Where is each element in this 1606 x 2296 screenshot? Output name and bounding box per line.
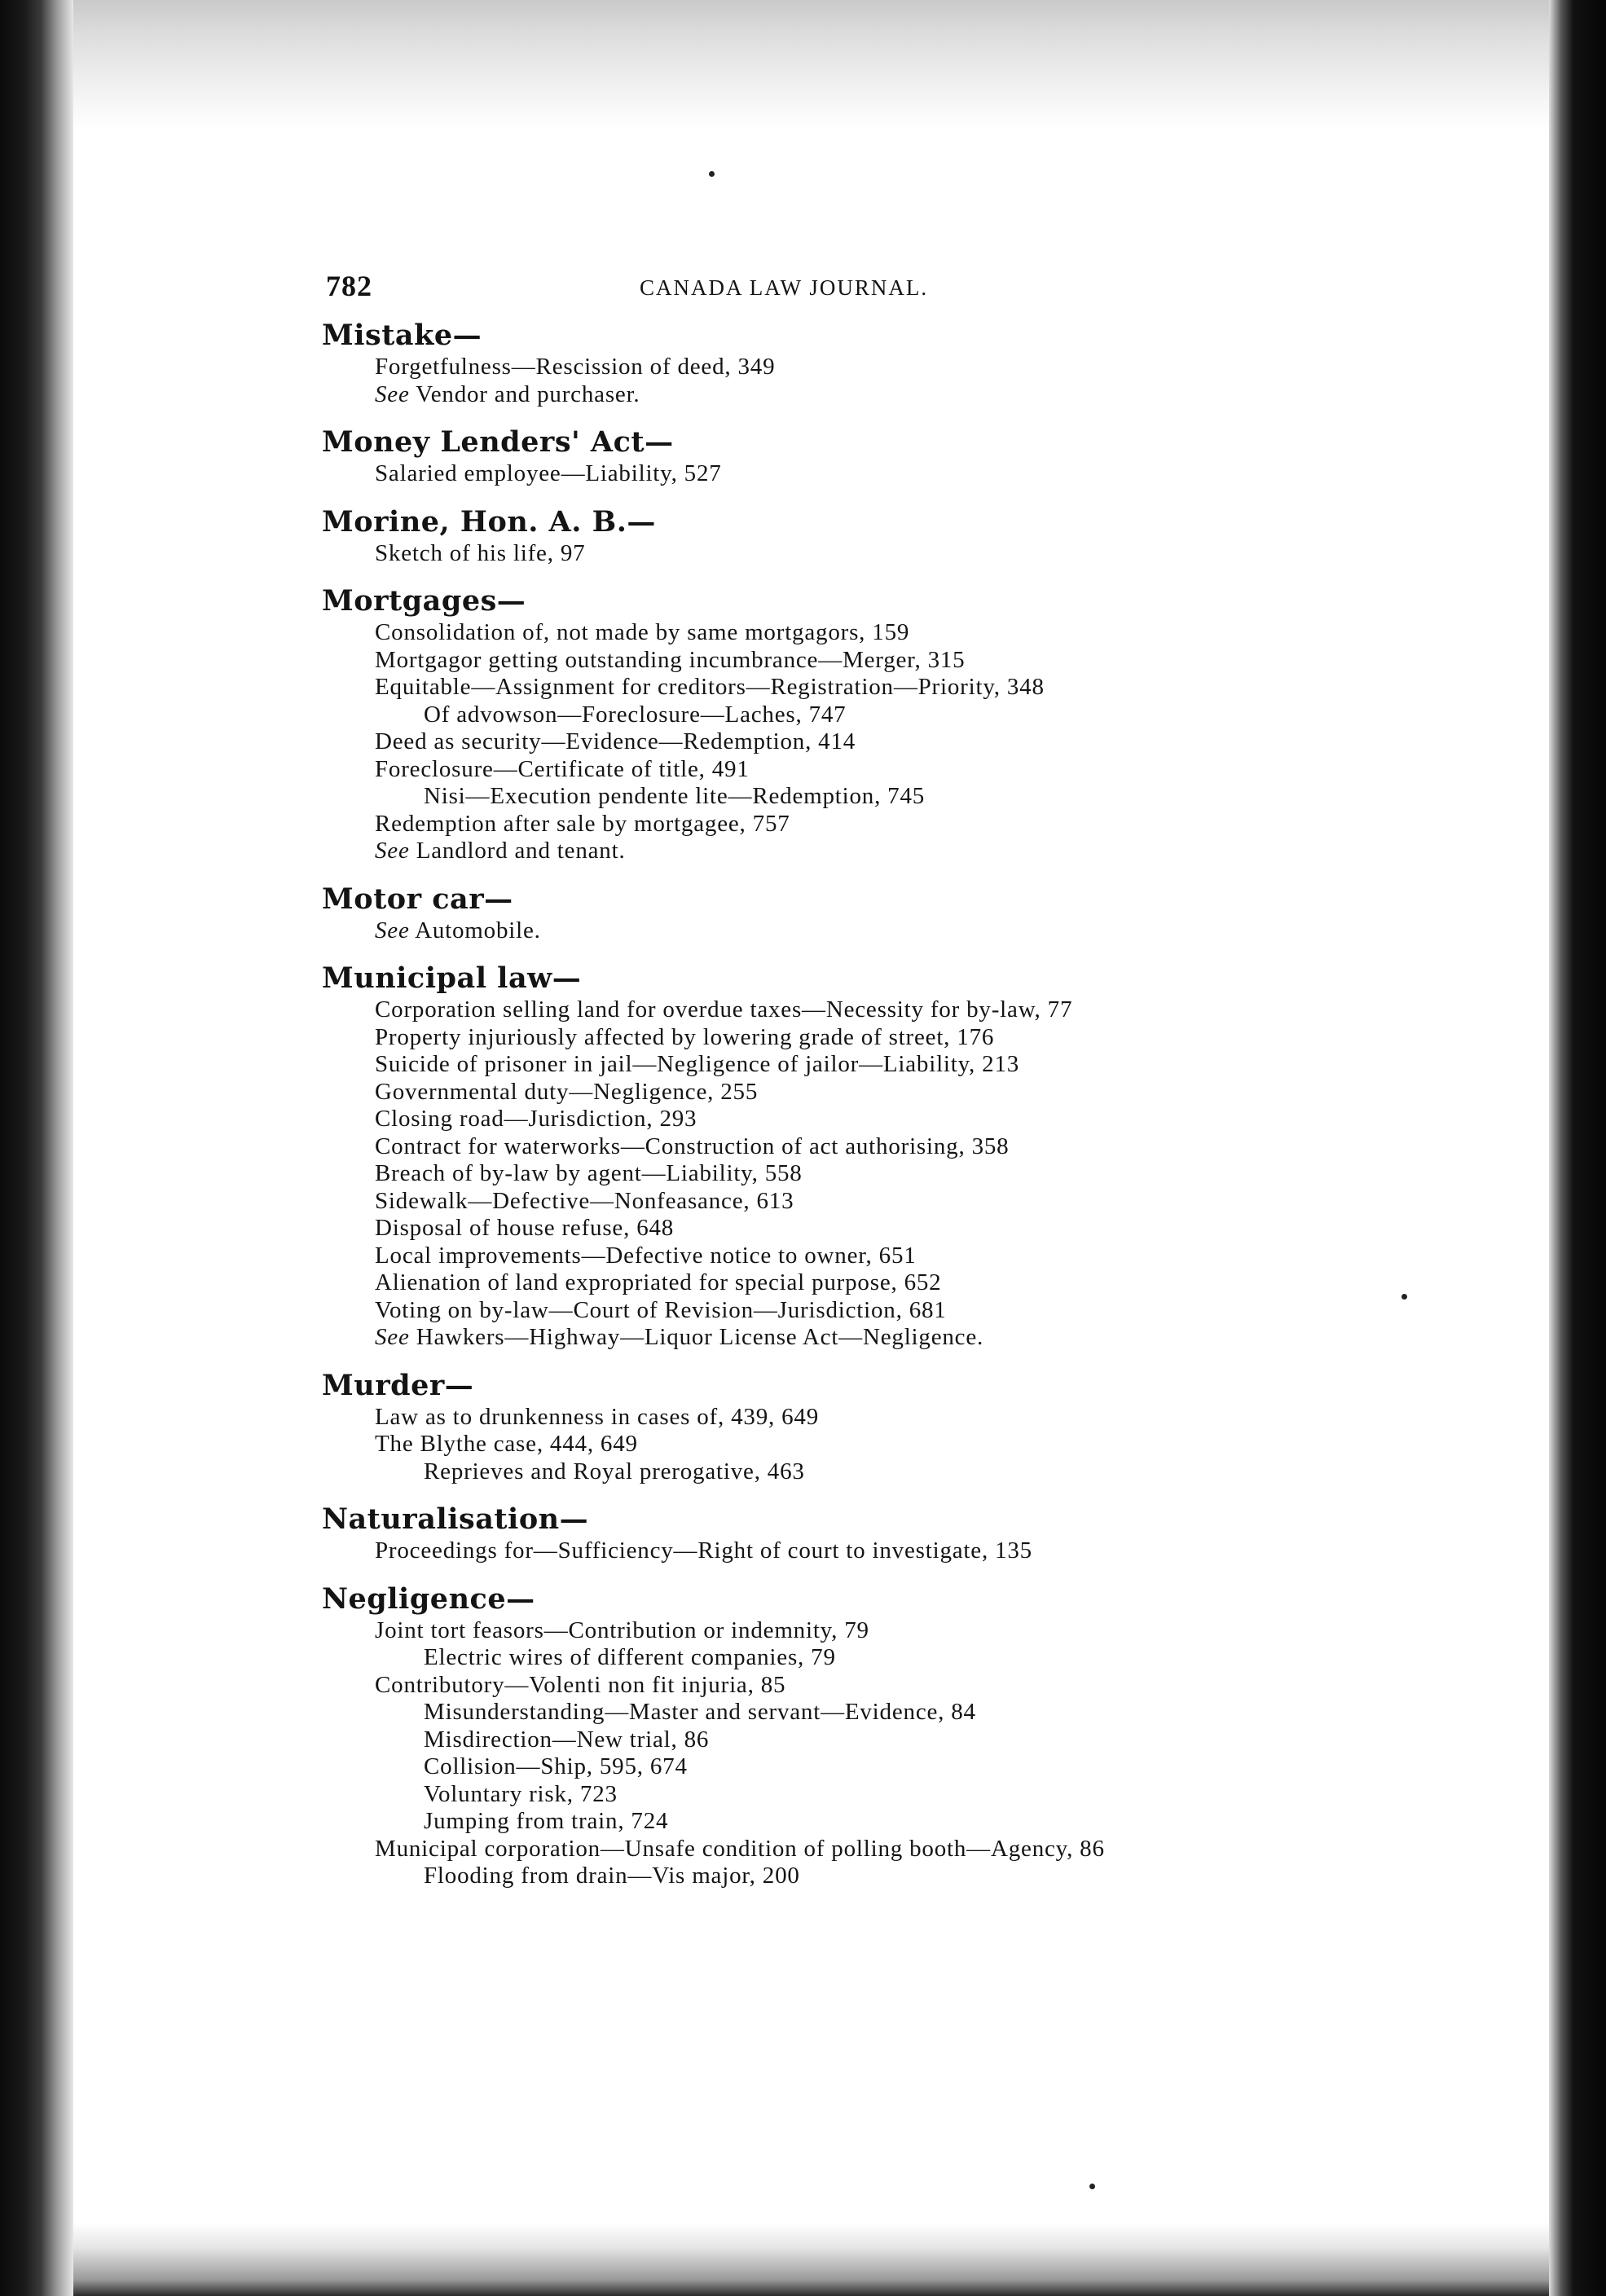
scan-edge-top [73, 0, 1549, 130]
cross-reference-line [375, 381, 1312, 409]
entry-heading: Mortgages— [322, 584, 526, 618]
entry-heading: Municipal law— [322, 961, 582, 995]
line-text: Proceedings for—Sufficiency—Right of court to investigate, 135 [375, 1537, 1032, 1564]
entry-line [375, 1188, 1312, 1216]
index-entry [318, 583, 1312, 865]
entry-line [375, 756, 1312, 784]
index-entry [318, 504, 1312, 568]
entry-line [424, 1458, 1312, 1486]
line-text: The Blythe case, 444, 649 [375, 1431, 638, 1457]
entry-line [375, 647, 1312, 675]
entry-line [375, 1079, 1312, 1106]
page-number: 782 [326, 270, 372, 302]
line-text: Misdirection—New trial, 86 [424, 1726, 710, 1753]
entry-line [424, 702, 1312, 729]
line-text: Of advowson—Foreclosure—Laches, 747 [424, 701, 847, 728]
entry-line [375, 1617, 1312, 1645]
entry-heading: Morine, Hon. A. B.— [322, 504, 656, 539]
entry-line [375, 1024, 1312, 1052]
scan-edge-right [1549, 0, 1606, 2296]
entry-line [424, 783, 1312, 811]
entry-line [375, 1051, 1312, 1079]
line-text: Equitable—Assignment for creditors—Registration—Priority, 348 [375, 674, 1045, 700]
journal-title: CANADA LAW JOURNAL. [640, 275, 929, 300]
entry-line [375, 1431, 1312, 1458]
line-text: Jumping from train, 724 [424, 1808, 669, 1834]
line-text: Sketch of his life, 97 [375, 539, 586, 566]
line-text: Suicide of prisoner in jail—Negligence of jailor—Liability, 213 [375, 1051, 1020, 1077]
line-text: Automobile. [415, 917, 541, 943]
line-text: Vendor and purchaser. [416, 380, 640, 407]
line-text: Redemption after sale by mortgagee, 757 [375, 810, 790, 837]
entry-line [375, 1672, 1312, 1700]
entry-heading: Naturalisation— [322, 1502, 589, 1536]
entry-line [375, 1106, 1312, 1133]
entry-line [375, 1160, 1312, 1188]
line-text: Salaried employee—Liability, 527 [375, 460, 722, 486]
line-text: Governmental duty—Negligence, 255 [375, 1078, 759, 1105]
entry-line [375, 540, 1312, 568]
line-text: Closing road—Jurisdiction, 293 [375, 1106, 697, 1132]
line-text: Corporation selling land for overdue taxes—Necessity for by-law, 77 [375, 996, 1073, 1023]
cross-reference-line [375, 838, 1312, 865]
entry-line [375, 1243, 1312, 1270]
index-entry [318, 318, 1312, 408]
line-text: Landlord and tenant. [416, 838, 626, 864]
entry-line [375, 728, 1312, 756]
index-entries [318, 318, 1312, 1890]
running-head [318, 269, 1312, 318]
line-text: Nisi—Execution pendente lite—Redemption, 745 [424, 783, 926, 809]
see-label: See [375, 1324, 410, 1350]
scan-speck [1401, 1294, 1407, 1300]
line-text: Electric wires of different companies, 79 [424, 1644, 836, 1670]
scan-edge-left [0, 0, 73, 2296]
line-text: Forgetfulness—Rescission of deed, 349 [375, 354, 776, 380]
entry-line [424, 1781, 1312, 1809]
entry-line [375, 354, 1312, 381]
line-text: Joint tort feasors—Contribution or indemnity, 79 [375, 1616, 869, 1643]
index-entry [318, 424, 1312, 488]
see-label: See [375, 380, 410, 407]
line-text: Voting on by-law—Court of Revision—Jurisdiction, 681 [375, 1296, 947, 1323]
scan-speck [709, 171, 715, 177]
entry-line [375, 1133, 1312, 1161]
see-label: See [375, 917, 410, 943]
line-text: Law as to drunkenness in cases of, 439, 649 [375, 1403, 820, 1430]
line-text: Foreclosure—Certificate of title, 491 [375, 755, 750, 782]
entry-heading: Motor car— [322, 882, 513, 916]
entry-line [375, 1404, 1312, 1432]
entry-line [375, 1215, 1312, 1243]
entry-line [424, 1699, 1312, 1726]
index-entry [318, 961, 1312, 1352]
line-text: Local improvements—Defective notice to owner, 651 [375, 1242, 917, 1269]
index-entry [318, 1502, 1312, 1565]
entry-line [424, 1726, 1312, 1754]
line-text: Alienation of land expropriated for special purpose, 652 [375, 1269, 942, 1295]
line-text: Mortgagor getting outstanding incumbrance—Merger, 315 [375, 646, 966, 673]
entry-line [375, 1537, 1312, 1565]
see-label: See [375, 838, 410, 864]
line-text: Deed as security—Evidence—Redemption, 414 [375, 728, 856, 754]
entry-heading: Negligence— [322, 1581, 535, 1616]
line-text: Hawkers—Highway—Liquor License Act—Negligence. [416, 1324, 984, 1350]
line-text: Contributory—Volenti non fit injuria, 85 [375, 1671, 786, 1698]
index-entry [318, 882, 1312, 945]
entry-line [375, 1836, 1312, 1863]
entry-heading: Mistake— [322, 319, 482, 352]
cross-reference-line [375, 917, 1312, 945]
entry-line [375, 619, 1312, 647]
line-text: Misunderstanding—Master and servant—Evidence, 84 [424, 1699, 976, 1725]
entry-line [424, 1863, 1312, 1890]
line-text: Municipal corporation—Unsafe condition of polling booth—Agency, 86 [375, 1835, 1105, 1862]
index-entry [318, 1581, 1312, 1890]
scan-edge-bottom [73, 2223, 1549, 2296]
scan-speck [1089, 2184, 1095, 2189]
line-text: Breach of by-law by agent—Liability, 558 [375, 1160, 803, 1186]
line-text: Collision—Ship, 595, 674 [424, 1753, 688, 1779]
line-text: Contract for waterworks—Construction of act authorising, 358 [375, 1133, 1010, 1159]
entry-line [375, 996, 1312, 1024]
entry-line [375, 1269, 1312, 1297]
entry-line [375, 811, 1312, 838]
cross-reference-line [375, 1324, 1312, 1352]
entry-heading: Murder— [322, 1368, 474, 1402]
line-text: Property injuriously affected by lowering grade of street, 176 [375, 1023, 995, 1050]
line-text: Flooding from drain—Vis major, 200 [424, 1863, 800, 1889]
line-text: Voluntary risk, 723 [424, 1780, 618, 1807]
line-text: Reprieves and Royal prerogative, 463 [424, 1458, 805, 1484]
entry-line [375, 1297, 1312, 1325]
line-text: Consolidation of, not made by same mortgagors, 159 [375, 619, 910, 645]
entry-line [375, 460, 1312, 488]
index-entry [318, 1368, 1312, 1486]
line-text: Disposal of house refuse, 648 [375, 1215, 675, 1241]
entry-line [375, 674, 1312, 702]
index-page [318, 269, 1312, 1907]
entry-heading: Money Lenders' Act— [322, 425, 674, 459]
entry-line [424, 1808, 1312, 1836]
line-text: Sidewalk—Defective—Nonfeasance, 613 [375, 1187, 794, 1214]
entry-line [424, 1753, 1312, 1781]
entry-line [424, 1644, 1312, 1672]
